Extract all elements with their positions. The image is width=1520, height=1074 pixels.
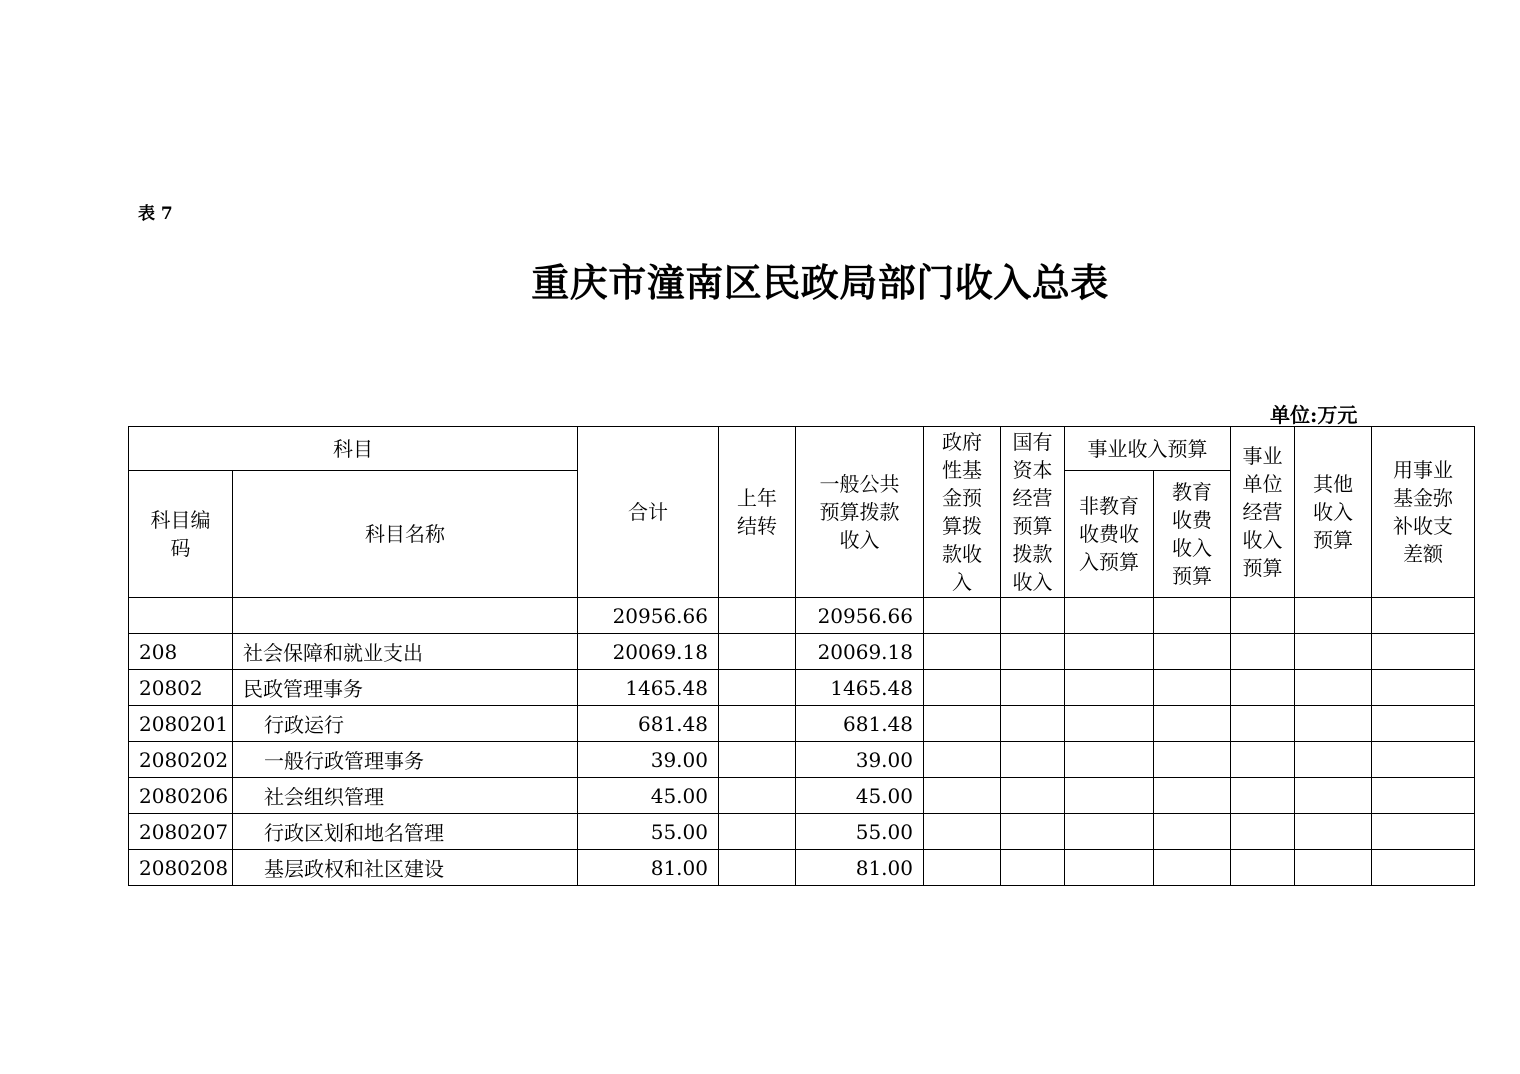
header-subject-name: 科目名称 — [233, 471, 578, 598]
cell-general-budget: 81.00 — [796, 850, 924, 886]
cell-code: 2080207 — [129, 814, 233, 850]
cell-name: 社会保障和就业支出 — [233, 634, 578, 670]
cell-code: 208 — [129, 634, 233, 670]
table-row — [129, 814, 1475, 850]
cell-total: 681.48 — [578, 706, 719, 742]
cell-code — [129, 598, 233, 634]
header-edu-fee-text: 教育收费收入预算 — [1172, 480, 1212, 588]
cell-general-budget: 20956.66 — [796, 598, 924, 634]
header-non-edu-fee — [1065, 471, 1154, 598]
cell-code: 20802 — [129, 670, 233, 706]
income-summary-table — [128, 426, 1475, 886]
cell-general-budget: 39.00 — [796, 742, 924, 778]
cell-total: 55.00 — [578, 814, 719, 850]
header-fund-subsidy — [1372, 427, 1475, 598]
cell-carryover — [719, 742, 796, 778]
cell-general-budget: 45.00 — [796, 778, 924, 814]
cell-general-budget: 20069.18 — [796, 634, 924, 670]
header-general-budget-text: 一般公共预算拨款收入 — [819, 472, 900, 552]
cell-name: 行政区划和地名管理 — [233, 814, 578, 850]
document-title: 重庆市潼南区民政局部门收入总表 — [531, 260, 1109, 305]
cell-carryover — [719, 598, 796, 634]
header-non-edu-fee-text: 非教育收费收入预算 — [1079, 494, 1139, 574]
header-gov-fund-text: 政府性基金预算拨款收入 — [942, 430, 982, 594]
header-total: 合计 — [578, 427, 719, 598]
table-number-label: 表 7 — [138, 204, 173, 224]
cell-total: 20069.18 — [578, 634, 719, 670]
cell-general-budget: 681.48 — [796, 706, 924, 742]
header-fund-subsidy-text: 用事业基金弥补收支差额 — [1393, 458, 1453, 566]
header-other-income — [1295, 427, 1372, 598]
header-operating-income-text: 事业单位经营收入预算 — [1242, 444, 1283, 580]
table-row — [129, 742, 1475, 778]
cell-general-budget: 1465.48 — [796, 670, 924, 706]
cell-code: 2080201 — [129, 706, 233, 742]
unit-label: 单位:万元 — [1270, 403, 1358, 427]
cell-total: 45.00 — [578, 778, 719, 814]
header-subject-code-text: 科目编码 — [150, 508, 211, 560]
cell-carryover — [719, 814, 796, 850]
cell-general-budget: 55.00 — [796, 814, 924, 850]
header-carryover-text: 上年结转 — [737, 486, 777, 538]
cell-carryover — [719, 850, 796, 886]
cell-total: 20956.66 — [578, 598, 719, 634]
cell-carryover — [719, 634, 796, 670]
header-state-capital-text: 国有资本经营预算拨款收入 — [1012, 430, 1053, 594]
cell-code: 2080202 — [129, 742, 233, 778]
cell-carryover — [719, 778, 796, 814]
table-row — [129, 706, 1475, 742]
table-row-total — [129, 598, 1475, 634]
cell-name: 社会组织管理 — [233, 778, 578, 814]
cell-total: 1465.48 — [578, 670, 719, 706]
header-business-income: 事业收入预算 — [1065, 427, 1231, 471]
table-row — [129, 850, 1475, 886]
cell-name: 基层政权和社区建设 — [233, 850, 578, 886]
cell-code: 2080208 — [129, 850, 233, 886]
header-edu-fee — [1154, 471, 1231, 598]
table-row — [129, 778, 1475, 814]
header-general-budget — [796, 427, 924, 598]
cell-total: 81.00 — [578, 850, 719, 886]
cell-name: 行政运行 — [233, 706, 578, 742]
cell-name: 民政管理事务 — [233, 670, 578, 706]
cell-carryover — [719, 670, 796, 706]
cell-carryover — [719, 706, 796, 742]
header-operating-income — [1231, 427, 1295, 598]
table-row — [129, 634, 1475, 670]
cell-name — [233, 598, 578, 634]
cell-name: 一般行政管理事务 — [233, 742, 578, 778]
header-state-capital — [1001, 427, 1065, 598]
cell-code: 2080206 — [129, 778, 233, 814]
table-row — [129, 670, 1475, 706]
header-gov-fund — [924, 427, 1001, 598]
header-other-income-text: 其他收入预算 — [1313, 472, 1353, 552]
header-subject-code — [129, 471, 233, 598]
header-carryover — [719, 427, 796, 598]
header-subject: 科目 — [129, 427, 578, 471]
cell-total: 39.00 — [578, 742, 719, 778]
